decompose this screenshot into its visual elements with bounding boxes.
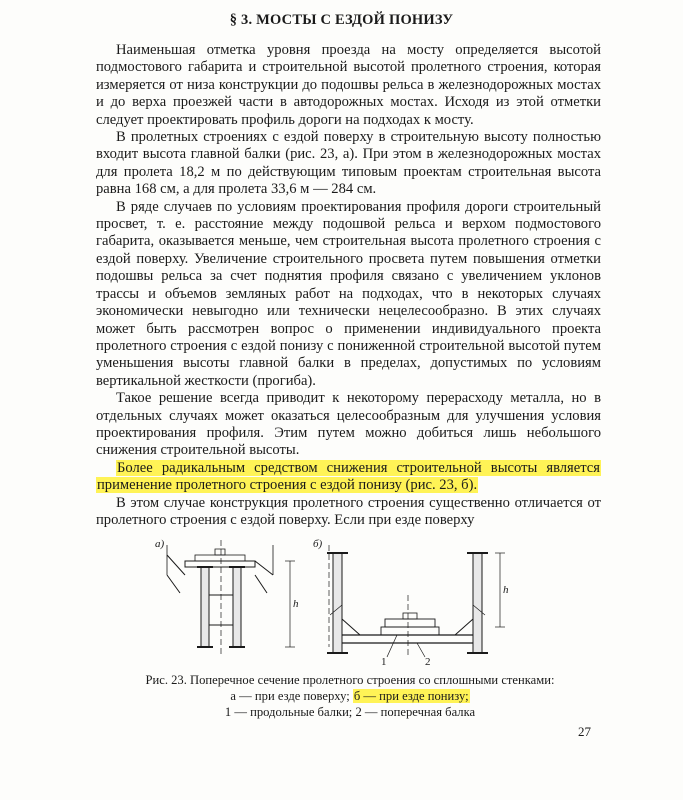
callout-2: 2 (425, 656, 431, 665)
caption-part-a: а — при езде поверху; (230, 689, 353, 703)
paragraph-2: В пролетных строениях с ездой поверху в строительную высоту полностью входит высота главной балки (рис. 23, а). При этом в железнодорожных мостах для пролета 18,2 м по действующим типовым проектам строительная высота равна 168 см, а для пролета 33,6 м — 284 см. (96, 129, 601, 198)
dimension-h-b: h (503, 584, 509, 596)
label-a: а) (155, 538, 165, 550)
caption-line-3: 1 — продольные балки; 2 — поперечная балка (224, 705, 476, 719)
cross-section-drawing (155, 535, 575, 665)
highlighted-sentence: Более радикальным средством снижения строительной высоты является применение пролетного строения с ездой понизу (рис. 23, б). (97, 459, 600, 494)
paragraph-6: В этом случае конструкция пролетного строения существенно отличается от пролетного строения с ездой поверху. Если при езде поверху (96, 494, 601, 528)
paragraph-4: Такое решение всегда приводит к некоторому перерасходу металла, но в отдельных случаях может оказаться целесообразным для улучшения условия проектирования профиля. Этим путем можно добиться лишь небольшого снижения строительной высоты. (96, 390, 601, 459)
label-b: б) (313, 538, 323, 550)
callout-1: 1 (381, 656, 387, 665)
caption-line-2 (100, 688, 600, 704)
dimension-h-a: h (293, 598, 299, 610)
section-b-drawing (327, 545, 505, 657)
paragraph-5 (96, 460, 601, 495)
section-title: § 3. МОСТЫ С ЕЗДОЙ ПОНИЗУ (229, 12, 454, 28)
figure-caption (100, 672, 600, 720)
section-a-drawing (167, 540, 295, 655)
page-number: 27 (578, 724, 591, 739)
paragraph-3: В ряде случаев по условиям проектирования профиля дороги строительный просвет, т. е. расстояние между подошвой рельса и верхом подмостового габарита, оказывается меньше, чем строительная высота пролетного строения с ездой поверху. Увеличение строительного просвета путем повышения отметки подошвы рельса за счет поднятия профиля связано с увеличением уклонов трассы и объемов земляных работ на подходах, что в некоторых случаях экономически невыгодно или технически нецелесообразно. В этих случаях может быть рассмотрен вопрос о применении индивидуального проекта пролетного строения с ездой понизу с пониженной строительной высотой путем уменьшения высоты главной балки в пределах, допустимых по условиям вертикальной жесткости (прогиба). (96, 198, 601, 389)
caption-part-b-highlighted: б — при езде понизу; (353, 689, 469, 703)
figure-23 (155, 535, 575, 665)
paragraph-1: Наименьшая отметка уровня проезда на мосту определяется высотой подмостового габарита и строительной высотой пролетного строения, которая измеряется от низа конструкции до подошвы рельса в железнодорожных мостах и до верха проезжей части в автодорожных мостах. Исходя из этой отметки следует проектировать профиль дороги на подходах к мосту. (96, 42, 601, 128)
body-text (96, 42, 601, 529)
caption-line-1: Рис. 23. Поперечное сечение пролетного строения со сплошными стенками: (145, 673, 555, 687)
